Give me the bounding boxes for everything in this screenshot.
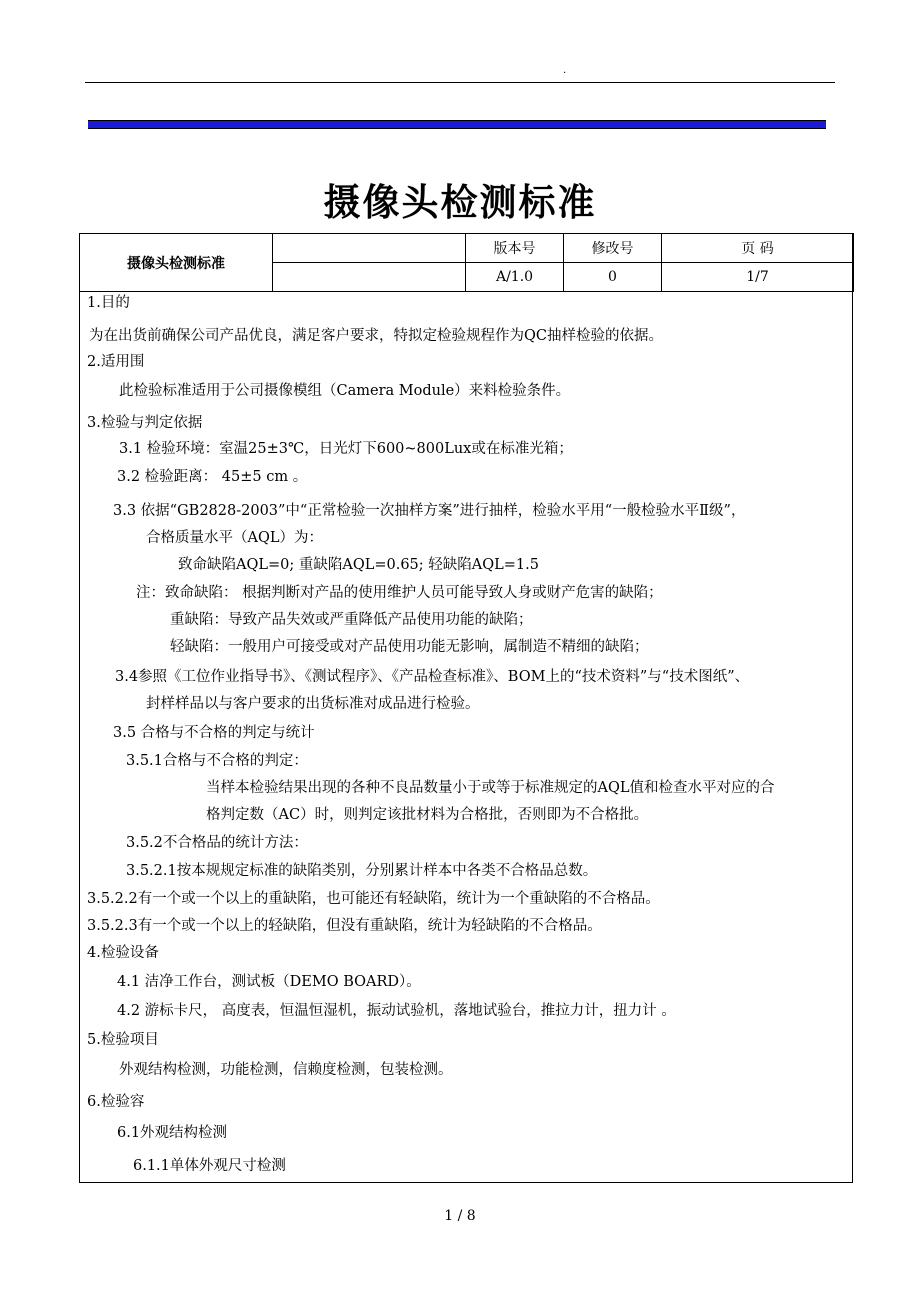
- note-minor: 轻缺陷：一般用户可接受或对产品使用功能无影响，属制造不精细的缺陷；: [170, 639, 649, 655]
- section-2-heading: 2.适用围: [87, 354, 145, 370]
- item-3-5-1-text-cont: 格判定数（AC）时，则判定该批材料为合格批，否则即为不合格批。: [206, 807, 649, 823]
- blank-cell: [273, 234, 466, 263]
- item-6-1-1: 6.1.1单体外观尺寸检测: [133, 1158, 286, 1174]
- item-4-2: 4.2 游标卡尺， 高度表，恒温恒湿机，振动试验机，落地试验台，推拉力计，扭力计 。: [117, 1003, 676, 1019]
- item-3-5-1-text: 当样本检验结果出现的各种不良品数量小于或等于标准规定的AQL值和检查水平对应的合: [206, 780, 775, 796]
- purpose-text: 为在出货前确保公司产品优良，满足客户要求，特拟定检验规程作为QC抽样检验的依据。: [89, 328, 663, 344]
- inspection-items: 外观结构检测，功能检测，信赖度检测，包装检测。: [119, 1062, 453, 1078]
- item-3-5-2-1: 3.5.2.1按本规规定标准的缺陷类别，分别累计样本中各类不合格品总数。: [126, 863, 598, 879]
- item-3-3: 3.3 依据“GB2828-2003”中“正常检验一次抽样方案”进行抽样，检验水平用“一般检验水平Ⅱ级”，: [113, 503, 746, 519]
- item-6-1: 6.1外观结构检测: [117, 1125, 228, 1141]
- section-5-heading: 5.检验项目: [87, 1032, 159, 1048]
- page-value: 1/7: [662, 263, 854, 292]
- item-3-5-1: 3.5.1合格与不合格的判定：: [126, 753, 308, 769]
- section-1-heading: 1.目的: [87, 295, 130, 311]
- section-6-heading: 6.检验容: [87, 1094, 145, 1110]
- page-header: 页 码: [662, 234, 854, 263]
- document-title: 摄像头检测标准: [323, 181, 597, 224]
- aql-values: 致命缺陷AQL=0; 重缺陷AQL=0.65; 轻缺陷AQL=1.5: [178, 557, 539, 573]
- page-footer: 1 / 8: [444, 1208, 476, 1224]
- header-blue-bar: [88, 120, 826, 129]
- item-3-4-cont: 封样样品以与客户要求的出货标准对成品进行检验。: [146, 696, 480, 712]
- header-rule: [85, 82, 835, 83]
- note-major: 重缺陷：导致产品失效或严重降低产品使用功能的缺陷；: [170, 612, 533, 628]
- blank-cell: [273, 263, 466, 292]
- section-3-heading: 3.检验与判定依据: [87, 415, 203, 431]
- item-3-5-2-2: 3.5.2.2有一个或一个以上的重缺陷，也可能还有轻缺陷，统计为一个重缺陷的不合格品。: [87, 891, 660, 907]
- revision-value: 0: [564, 263, 662, 292]
- revision-header: 修改号: [564, 234, 662, 263]
- version-value: A/1.0: [466, 263, 564, 292]
- section-4-heading: 4.检验设备: [87, 945, 159, 961]
- doc-name-cell: 摄像头检测标准: [80, 234, 273, 292]
- item-3-5-2: 3.5.2不合格品的统计方法：: [126, 835, 308, 851]
- note-critical: 注：致命缺陷： 根据判断对产品的使用维护人员可能导致人身或财产危害的缺陷；: [136, 585, 663, 601]
- info-table: [79, 233, 854, 292]
- version-header: 版本号: [466, 234, 564, 263]
- item-3-5-2-3: 3.5.2.3有一个或一个以上的轻缺陷，但没有重缺陷，统计为轻缺陷的不合格品。: [87, 918, 602, 934]
- item-4-1: 4.1 洁净工作台，测试板（DEMO BOARD）。: [117, 974, 421, 990]
- item-3-2: 3.2 检验距离： 45±5 cm 。: [117, 469, 308, 485]
- header-dot: .: [563, 65, 567, 76]
- scope-text: 此检验标准适用于公司摄像模组（Camera Module）来料检验条件。: [119, 383, 571, 399]
- item-3-4: 3.4参照《工位作业指导书》、《测试程序》、《产品检查标准》、BOM上的“技术资料”与“技术图纸”、: [115, 669, 750, 685]
- item-3-5: 3.5 合格与不合格的判定与统计: [113, 725, 315, 741]
- item-3-1: 3.1 检验环境：室温25±3℃，日光灯下600~800Lux或在标准光箱；: [119, 441, 573, 457]
- item-3-3-cont: 合格质量水平（AQL）为：: [146, 530, 323, 546]
